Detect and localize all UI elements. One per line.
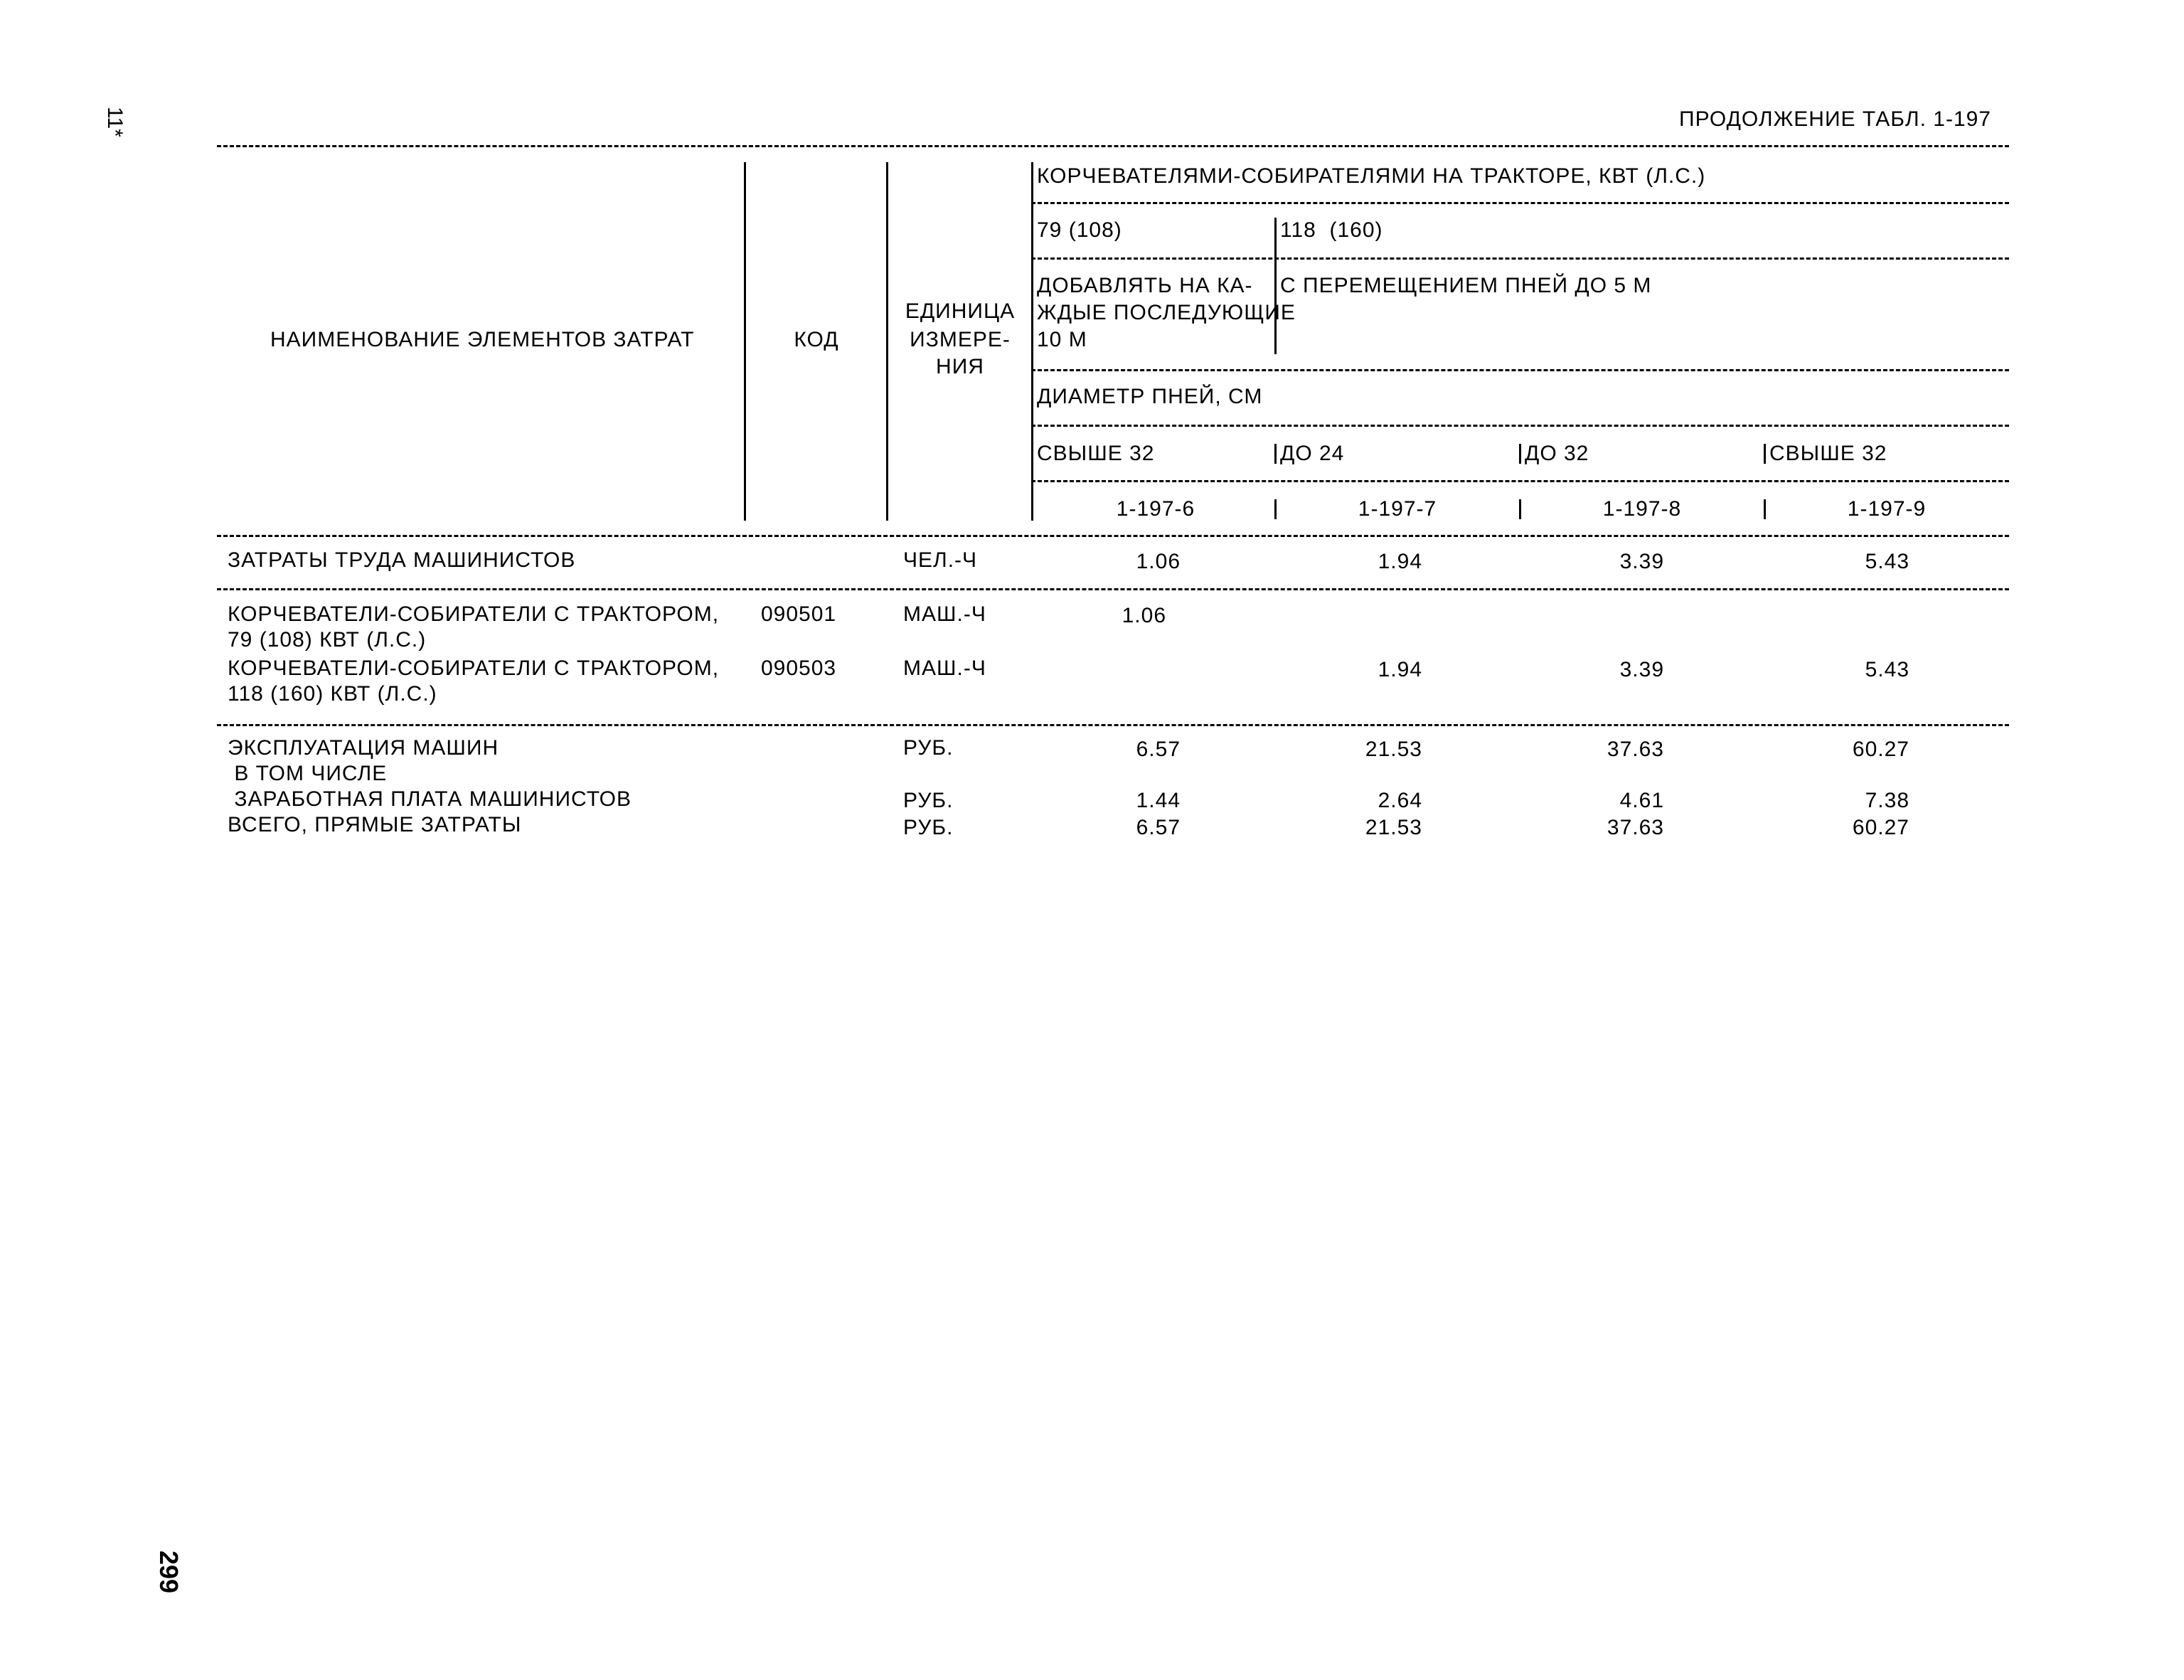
column-header-name: НАИМЕНОВАНИЕ ЭЛЕМЕНТОВ ЗАТРАТ xyxy=(270,328,695,351)
row-machine-118-value-2: 1.94 xyxy=(1378,658,1422,681)
row-wages-value-1: 1.44 xyxy=(1136,789,1181,812)
row-labor-value-2: 1.94 xyxy=(1378,550,1422,573)
row-machine-79-unit: МАШ.-Ч xyxy=(903,602,986,626)
margin-marker: 11* xyxy=(103,107,127,137)
row-labor-value-1: 1.06 xyxy=(1136,550,1181,573)
row-total-unit: РУБ. xyxy=(903,816,954,839)
row-machine-118-name-1: КОРЧЕВАТЕЛИ-СОБИРАТЕЛИ С ТРАКТОРОМ, xyxy=(228,656,720,680)
row-wages-value-2: 2.64 xyxy=(1378,789,1422,812)
norm-code-3: 1-197-8 xyxy=(1602,497,1682,521)
rule-description xyxy=(1031,369,2009,371)
power-a: 79 (108) xyxy=(1037,218,1122,242)
rule-labor xyxy=(217,588,2009,590)
group-title: КОРЧЕВАТЕЛЯМИ-СОБИРАТЕЛЯМИ НА ТРАКТОРЕ, КВТ (Л.С.) xyxy=(1037,164,1706,188)
page-number: 299 xyxy=(154,1551,183,1594)
row-operation-value-2: 21.53 xyxy=(1365,738,1422,761)
row-machine-79-value-1: 1.06 xyxy=(1122,604,1166,627)
diameter-value-1: СВЫШЕ 32 xyxy=(1037,442,1155,465)
norm-code-2: 1-197-7 xyxy=(1358,497,1437,521)
rule-power xyxy=(1031,257,2009,260)
row-machine-118-unit: МАШ.-Ч xyxy=(903,656,986,680)
row-machine-118-code: 090503 xyxy=(761,656,837,680)
divider-code-1 xyxy=(1274,499,1277,519)
row-labor-value-3: 3.39 xyxy=(1619,550,1664,573)
row-including-name: В ТОМ ЧИСЛЕ xyxy=(228,762,388,785)
column-header-unit-3: НИЯ xyxy=(936,355,984,378)
rule-group-title xyxy=(1031,202,2009,204)
rule-header-bottom xyxy=(217,535,2009,537)
moving-description: С ПЕРЕМЕЩЕНИЕМ ПНЕЙ ДО 5 М xyxy=(1280,274,1652,297)
diameter-value-2: ДО 24 xyxy=(1280,442,1345,465)
row-machine-79-name-2: 79 (108) КВТ (Л.С.) xyxy=(228,628,427,652)
row-operation-unit: РУБ. xyxy=(903,736,954,760)
diameter-value-3: ДО 32 xyxy=(1525,442,1589,465)
row-operation-value-3: 37.63 xyxy=(1607,738,1664,761)
row-machine-79-code: 090501 xyxy=(761,602,837,626)
row-machine-79-name-1: КОРЧЕВАТЕЛИ-СОБИРАТЕЛИ С ТРАКТОРОМ, xyxy=(228,602,720,626)
divider-code-unit xyxy=(886,162,888,521)
divider-unit-values xyxy=(1031,162,1033,521)
norm-code-1: 1-197-6 xyxy=(1116,497,1195,521)
row-total-value-4: 60.27 xyxy=(1852,816,1909,839)
row-operation-value-1: 6.57 xyxy=(1136,738,1181,761)
column-header-code: КОД xyxy=(794,328,839,351)
divider-diam-3 xyxy=(1764,444,1766,464)
divider-code-3 xyxy=(1764,499,1766,519)
diameter-value-4: СВЫШЕ 32 xyxy=(1769,442,1887,465)
divider-diam-1 xyxy=(1274,444,1277,464)
row-total-value-3: 37.63 xyxy=(1607,816,1664,839)
rule-machines xyxy=(217,724,2009,726)
row-machine-118-name-2: 118 (160) КВТ (Л.С.) xyxy=(228,682,437,706)
diameter-label: ДИАМЕТР ПНЕЙ, СМ xyxy=(1037,385,1263,408)
row-total-name: ВСЕГО, ПРЯМЫЕ ЗАТРАТЫ xyxy=(228,813,522,836)
add-each-line-1: ДОБАВЛЯТЬ НА КА- xyxy=(1037,274,1253,297)
row-machine-118-value-3: 3.39 xyxy=(1619,658,1664,681)
power-b: 118 (160) xyxy=(1280,218,1383,242)
row-operation-name: ЭКСПЛУАТАЦИЯ МАШИН xyxy=(228,736,499,760)
divider-diam-2 xyxy=(1519,444,1521,464)
norm-code-4: 1-197-9 xyxy=(1847,497,1927,521)
row-wages-unit: РУБ. xyxy=(903,789,954,812)
row-machine-118-value-4: 5.43 xyxy=(1865,658,1909,681)
divider-power-a-b xyxy=(1274,218,1277,354)
rule-top xyxy=(217,145,2009,147)
row-wages-value-4: 7.38 xyxy=(1865,789,1909,812)
column-header-unit-1: ЕДИНИЦА xyxy=(905,299,1016,323)
divider-code-2 xyxy=(1519,499,1521,519)
divider-name-code xyxy=(744,162,746,521)
row-total-value-1: 6.57 xyxy=(1136,816,1181,839)
rule-diam-values xyxy=(1031,480,2009,482)
row-wages-value-3: 4.61 xyxy=(1619,789,1664,812)
add-each-line-2: ЖДЫЕ ПОСЛЕДУЮЩИЕ xyxy=(1037,301,1296,324)
row-operation-value-4: 60.27 xyxy=(1852,738,1909,761)
column-header-unit-2: ИЗМЕРЕ- xyxy=(910,328,1011,351)
row-labor-value-4: 5.43 xyxy=(1865,550,1909,573)
continuation-title: ПРОДОЛЖЕНИЕ ТАБЛ. 1-197 xyxy=(1679,107,1991,131)
row-total-value-2: 21.53 xyxy=(1365,816,1422,839)
row-labor-name: ЗАТРАТЫ ТРУДА МАШИНИСТОВ xyxy=(228,548,576,572)
row-wages-name: ЗАРАБОТНАЯ ПЛАТА МАШИНИСТОВ xyxy=(228,787,632,811)
rule-diameter xyxy=(1031,425,2009,427)
row-labor-unit: ЧЕЛ.-Ч xyxy=(903,548,978,572)
add-each-line-3: 10 М xyxy=(1037,328,1087,351)
